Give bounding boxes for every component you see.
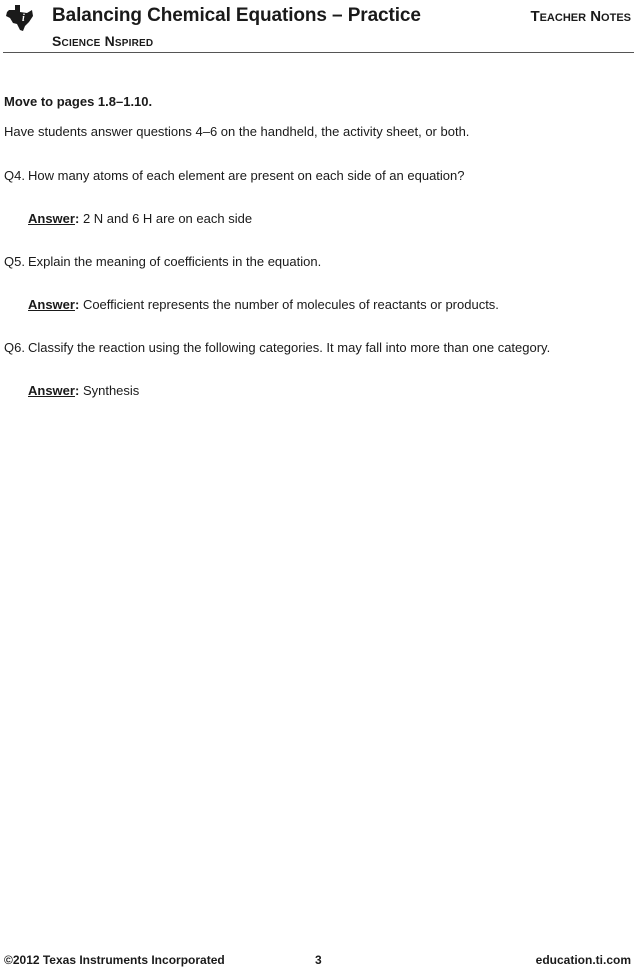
question-text: Explain the meaning of coefficients in the equation.	[28, 254, 322, 269]
question-number: Q5.	[4, 254, 25, 269]
answer-text: 2 N and 6 H are on each side	[82, 211, 253, 226]
document-subtitle: Science Nspired	[52, 33, 154, 49]
answer-q6: Answer: Synthesis	[28, 383, 140, 398]
page-header	[0, 0, 637, 52]
teacher-notes-badge: Teacher Notes	[530, 8, 631, 25]
answer-q5: Answer: Coefficient represents the number of molecules of reactants or products.	[28, 297, 499, 312]
document-title: Balancing Chemical Equations – Practice	[52, 5, 421, 26]
question-text: How many atoms of each element are present on each side of an equation?	[28, 168, 465, 183]
svg-text:i: i	[22, 13, 25, 24]
instruction-text: Have students answer questions 4–6 on the handheld, the activity sheet, or both.	[4, 124, 470, 139]
question-number: Q6.	[4, 340, 25, 355]
question-number: Q4.	[4, 168, 25, 183]
texas-instruments-logo-icon	[5, 4, 35, 32]
question-q5	[4, 254, 321, 269]
answer-q4: Answer: 2 N and 6 H are on each side	[28, 211, 253, 226]
website-link[interactable]: education.ti.com	[535, 953, 631, 967]
question-text: Classify the reaction using the following categories. It may fall into more than one category.	[28, 340, 551, 355]
page-footer	[0, 950, 637, 970]
question-q4	[4, 168, 465, 183]
question-q6	[4, 340, 550, 355]
answer-label: Answer	[28, 383, 75, 398]
copyright-text: ©2012 Texas Instruments Incorporated	[4, 953, 225, 967]
answer-text: Synthesis	[82, 383, 140, 398]
answer-text: Coefficient represents the number of molecules of reactants or products.	[82, 297, 499, 312]
answer-label: Answer	[28, 211, 75, 226]
instruction-heading: Move to pages 1.8–1.10.	[4, 94, 153, 109]
header-divider	[3, 52, 634, 53]
answer-label: Answer	[28, 297, 75, 312]
page-number: 3	[315, 953, 322, 967]
